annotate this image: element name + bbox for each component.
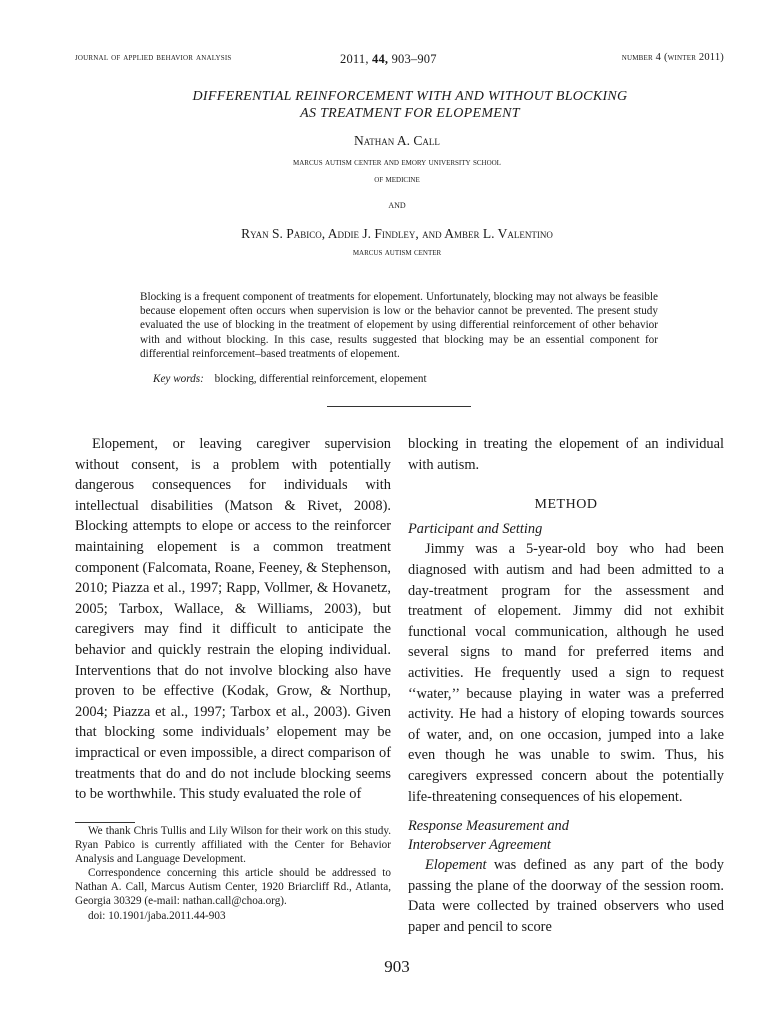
continuation-paragraph: blocking in treating the elopement of an individual with autism. [408, 436, 724, 473]
footnote-divider [75, 822, 135, 823]
keywords [153, 373, 427, 385]
response-text: was defined as any part of the body passing the plane of the doorway of the session room. Data were collected by trained observers who used paper and pencil to score [408, 857, 724, 935]
keywords-terms: blocking, differential reinforcement, elopement [214, 373, 427, 385]
body-left-column [75, 434, 391, 805]
intro-paragraph: Elopement, or leaving caregiver supervision without consent, is a problem with potentially dangerous consequences for individuals with intellectual disabilities (Matson & Rivet, 2008). Blocking attempts to elope or access to the reinforcer maintaining elopement is a common treatment component (Falcomata, Roane, Feeney, & Stephenson, 2010; Piazza et al., 1997; Rapp, Vollmer, & Hovanetz, 2005; Tarbox, Wallace, & Williams, 2003), but caregivers may find it difficult to anticipate the behavior and quickly restrain the eloping individual. Interventions that do not involve blocking also have proven to be effective (Kodak, Grow, & Northup, 2004; Piazza et al., 1997; Tarbox et al., 2003). Given that blocking some individuals’ elopement may be impractical or even impossible, a direct comparison of treatments that do and do not include blocking seems to be worthwhile. This study evaluated the role of [75, 436, 391, 803]
footnote-doi: doi: 10.1901/jaba.2011.44-903 [88, 909, 226, 922]
author-primary: Nathan A. Call [354, 133, 440, 148]
footnote-correspondence: Correspondence concerning this article should be addressed to Nathan A. Call, Marcus Autism Center, 1920 Briarcliff Rd., Atlanta, Georgia 30329 (e-mail: nathan.call@choa.org). [75, 867, 391, 908]
running-head-pages: 903–907 [391, 52, 437, 66]
abstract: Blocking is a frequent component of treatments for elopement. Unfortunately, blocking may not always be feasible because elopement often occurs when supervision is low or the behavior cannot be prevented. The present study evaluated the use of blocking in the treatment of elopement by using differential reinforcement of other behavior with and without blocking. In this case, results suggested that blocking may be an essential component for differential reinforcement–based treatments of elopement. [140, 291, 658, 360]
running-head-year: 2011, [340, 52, 369, 66]
affiliation-primary [0, 155, 768, 189]
footnotes [75, 824, 391, 923]
method-heading: METHOD [534, 497, 598, 513]
footnote-thanks: We thank Chris Tullis and Lily Wilson for their work on this study. Ryan Pabico is currently affiliated with the Center for Behavior Analysis and Language Development. [75, 825, 391, 866]
response-paragraph [408, 855, 724, 937]
affiliation-secondary: marcus autism center [352, 248, 442, 258]
article-title-line1: DIFFERENTIAL REINFORCEMENT WITH AND WITHOUT BLOCKING [192, 89, 628, 104]
page-number: 903 [384, 957, 410, 976]
affiliation-primary-line1: marcus autism center and emory university school [293, 158, 501, 168]
article-title [120, 88, 700, 122]
running-head-journal: journal of applied behavior analysis [75, 52, 232, 63]
body-right-column [408, 434, 724, 937]
affiliation-primary-line2: of medicine [374, 175, 420, 185]
participant-paragraph: Jimmy was a 5-year-old boy who had been diagnosed with autism and had been admitted to a day-treatment program for the assessment and treatment of elopement. Jimmy did not exhibit functional vocal communication, although he used several signs to mand for preferred items and activities. He frequently used a sign to request ‘‘water,’’ because playing in water was a preferred activity. He had a history of eloping towards sources of water, and, on one occasion, jumped into a lake even though he was unable to swim. Thus, his caregivers expressed concern about the potentially life-threatening consequences of his elopement. [408, 541, 724, 805]
running-head-volume [340, 52, 437, 67]
participant-heading: Participant and Setting [408, 520, 543, 537]
keywords-label: Key words: [153, 373, 204, 385]
response-heading-line2: Interobserver Agreement [408, 837, 551, 854]
running-head-volume-number: 44, [372, 52, 389, 66]
section-divider [327, 406, 471, 407]
elopement-term: Elopement [425, 857, 487, 874]
author-conjunction: and [388, 199, 406, 211]
article-title-line2: AS TREATMENT FOR ELOPEMENT [300, 106, 520, 121]
response-heading [408, 817, 724, 855]
response-heading-line1: Response Measurement and [408, 818, 569, 835]
author-secondary: Ryan S. Pabico, Addie J. Findley, and Amber L. Valentino [241, 226, 553, 241]
running-head-issue: number 4 (winter 2011) [621, 52, 724, 63]
